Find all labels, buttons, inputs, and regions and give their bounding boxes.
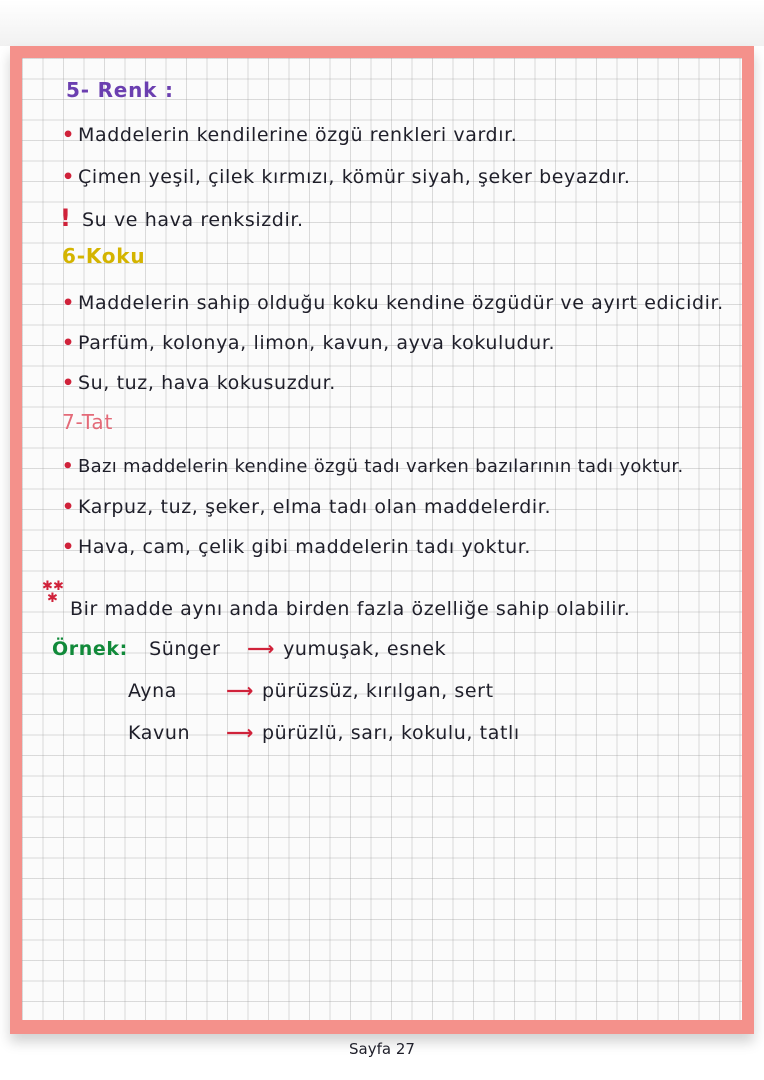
top-shade <box>0 0 764 46</box>
renk-text-3: Su ve hava renksizdir. <box>82 209 304 231</box>
stars-icon: ✱ ✱ ✱ <box>42 579 64 606</box>
bullet-icon: • <box>62 372 75 394</box>
exclamation-icon: ! <box>60 204 72 232</box>
bullet-icon: • <box>62 332 75 354</box>
arrow-right-icon: ⟶ <box>247 638 275 660</box>
koku-line-3 <box>62 372 336 394</box>
renk-line-3 <box>60 204 304 232</box>
heading-renk: 5- Renk : <box>66 78 174 102</box>
example-row-1 <box>52 638 446 660</box>
ornek-label: Örnek: <box>52 638 128 660</box>
tat-line-2 <box>62 496 551 518</box>
example-name-1: Sünger <box>149 638 221 660</box>
example-name-2: Ayna <box>128 680 178 702</box>
tat-text-1: Bazı maddelerin kendine özgü tadı varken bazılarının tadı yoktur. <box>78 456 684 477</box>
bullet-icon: • <box>62 292 75 314</box>
note-line: Bir madde aynı anda birden fazla özelliğe sahip olabilir. <box>70 598 631 620</box>
arrow-right-icon: ⟶ <box>226 680 254 702</box>
tat-text-2: Karpuz, tuz, şeker, elma tadı olan maddelerdir. <box>78 496 552 518</box>
bullet-icon: • <box>62 456 74 477</box>
renk-text-1: Maddelerin kendilerine özgü renkleri vardır. <box>78 124 518 146</box>
tat-line-3 <box>62 536 531 558</box>
renk-line-1 <box>62 124 517 146</box>
example-row-2 <box>128 680 494 702</box>
example-props-2: pürüzsüz, kırılgan, sert <box>262 680 494 702</box>
renk-text-2: Çimen yeşil, çilek kırmızı, kömür siyah, şeker beyazdır. <box>78 166 631 188</box>
arrow-right-icon: ⟶ <box>226 722 254 744</box>
example-props-3: pürüzlü, sarı, kokulu, tatlı <box>262 722 520 744</box>
koku-line-1 <box>62 292 724 314</box>
example-props-1: yumuşak, esnek <box>283 638 447 660</box>
example-name-3: Kavun <box>128 722 191 744</box>
koku-text-3: Su, tuz, hava kokusuzdur. <box>78 372 336 394</box>
example-row-3 <box>128 722 520 744</box>
page-number: Sayfa 27 <box>349 1040 415 1058</box>
grid-paper <box>22 58 742 1020</box>
heading-tat: 7-Tat <box>62 410 114 434</box>
koku-line-2 <box>62 332 555 354</box>
bullet-icon: • <box>62 536 75 558</box>
bullet-icon: • <box>62 496 75 518</box>
heading-koku: 6-Koku <box>62 244 146 268</box>
notebook-frame <box>10 46 754 1034</box>
tat-line-1 <box>62 456 684 477</box>
bullet-icon: • <box>62 124 75 146</box>
tat-text-3: Hava, cam, çelik gibi maddelerin tadı yoktur. <box>78 536 532 558</box>
koku-text-1: Maddelerin sahip olduğu koku kendine özgüdür ve ayırt edicidir. <box>78 292 724 314</box>
bullet-icon: • <box>62 166 75 188</box>
koku-text-2: Parfüm, kolonya, limon, kavun, ayva kokuludur. <box>78 332 556 354</box>
renk-line-2 <box>62 166 631 188</box>
